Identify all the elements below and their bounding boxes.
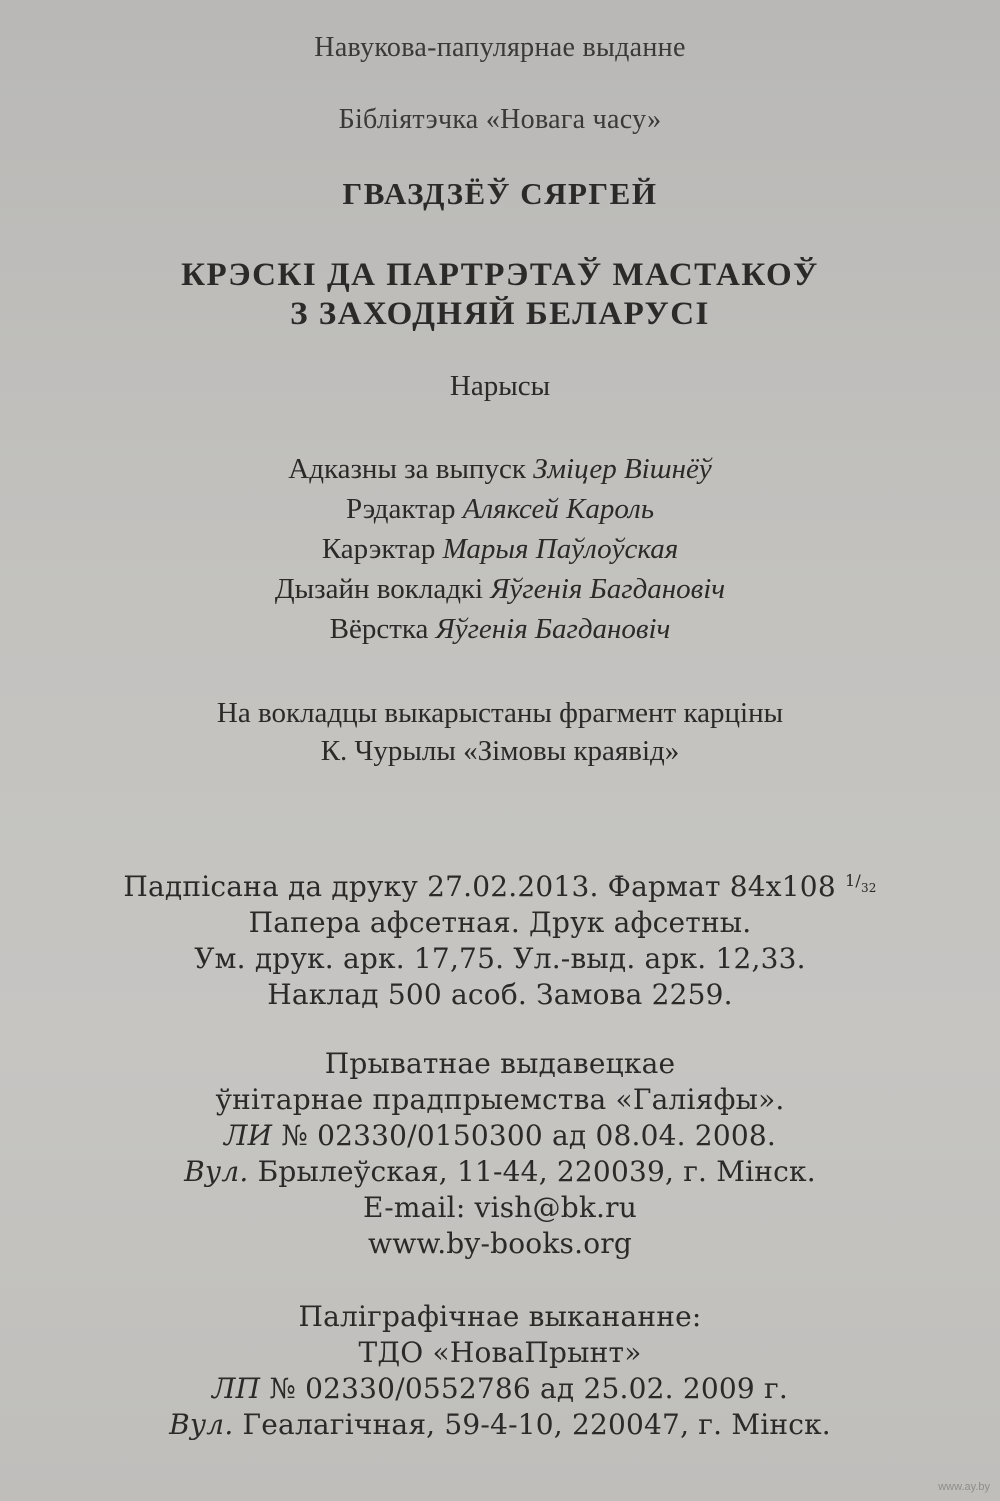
credit-line bbox=[0, 493, 1000, 526]
publisher-line2: ўнітарнае прадпрыемства «Галіяфы». bbox=[215, 1083, 785, 1116]
site-watermark: www.ay.by bbox=[938, 1481, 990, 1493]
address-text: Геалагічная, 59-4-10, 220047, г. Мінск. bbox=[242, 1408, 831, 1441]
format-numerator: 1 bbox=[844, 870, 856, 890]
printer-line2: ТДО «НоваПрынт» bbox=[358, 1336, 642, 1369]
publisher-email: E-mail: vish@bk.ru bbox=[363, 1191, 637, 1224]
address-abbr: Вул. bbox=[169, 1408, 234, 1441]
printer-licence bbox=[0, 1372, 1000, 1405]
credit-name: Аляксей Кароль bbox=[462, 493, 655, 525]
publisher-line1: Прыватнае выдавецкае bbox=[324, 1047, 676, 1080]
credit-role: Дызайн вокладкі bbox=[274, 573, 484, 605]
print-info-line3: Ум. друк. арк. 17,75. Ул.-выд. арк. 12,33. bbox=[194, 942, 806, 975]
credit-line bbox=[0, 533, 1000, 566]
book-title-line2: З ЗАХОДНЯЙ БЕЛАРУСІ bbox=[290, 296, 710, 332]
printer-line1: Паліграфічнае выкананне: bbox=[298, 1300, 702, 1333]
print-info-line2: Папера афсетная. Друк афсетны. bbox=[248, 906, 752, 939]
cover-note-line1: На вокладцы выкарыстаны фрагмент карціны bbox=[216, 697, 784, 729]
publisher-website: www.by-books.org bbox=[368, 1227, 632, 1260]
credit-role: Рэдактар bbox=[345, 493, 456, 525]
licence-abbr: ЛП bbox=[212, 1372, 261, 1405]
credit-line bbox=[0, 613, 1000, 646]
credit-role: Карэктар bbox=[321, 533, 436, 565]
genre: Нарысы bbox=[449, 370, 551, 402]
book-title-line1: КРЭСКІ ДА ПАРТРЭТАЎ МАСТАКОЎ bbox=[181, 257, 819, 293]
credit-name: Зміцер Вішнёў bbox=[533, 453, 712, 485]
credit-name: Марыя Паўлоўская bbox=[442, 533, 679, 565]
print-info-line1 bbox=[0, 870, 1000, 903]
licence-number: № 02330/0552786 ад 25.02. 2009 г. bbox=[269, 1372, 788, 1405]
credit-name: Яўгенія Багдановіч bbox=[490, 573, 726, 605]
licence-number: № 02330/0150300 ад 08.04. 2008. bbox=[281, 1119, 776, 1152]
address-text: Брылеўская, 11-44, 220039, г. Мінск. bbox=[257, 1155, 816, 1188]
credit-role: Вёрстка bbox=[329, 613, 429, 645]
author-name: ГВАЗДЗЁЎ СЯРГЕЙ bbox=[342, 176, 658, 211]
edition-type: Навукова-папулярнае выданне bbox=[314, 32, 686, 63]
printer-address bbox=[0, 1408, 1000, 1441]
credit-line bbox=[0, 453, 1000, 486]
credit-name: Яўгенія Багдановіч bbox=[435, 613, 671, 645]
cover-note-line2: К. Чурылы «Зімовы краявід» bbox=[320, 735, 680, 767]
signed-for-print: Падпісана да друку 27.02.2013. Фармат 84х108 bbox=[123, 870, 836, 903]
credit-line bbox=[0, 573, 1000, 606]
credit-role: Адказны за выпуск bbox=[288, 453, 526, 485]
publisher-licence bbox=[0, 1119, 1000, 1152]
publisher-address bbox=[0, 1155, 1000, 1188]
format-fraction: 1/32 bbox=[844, 870, 877, 895]
licence-abbr: ЛИ bbox=[224, 1119, 273, 1152]
format-denominator: 32 bbox=[860, 880, 877, 895]
address-abbr: Вул. bbox=[184, 1155, 249, 1188]
print-info-line4: Наклад 500 асоб. Замова 2259. bbox=[267, 978, 733, 1011]
series-name: Бібліятэчка «Новага часу» bbox=[338, 104, 662, 135]
